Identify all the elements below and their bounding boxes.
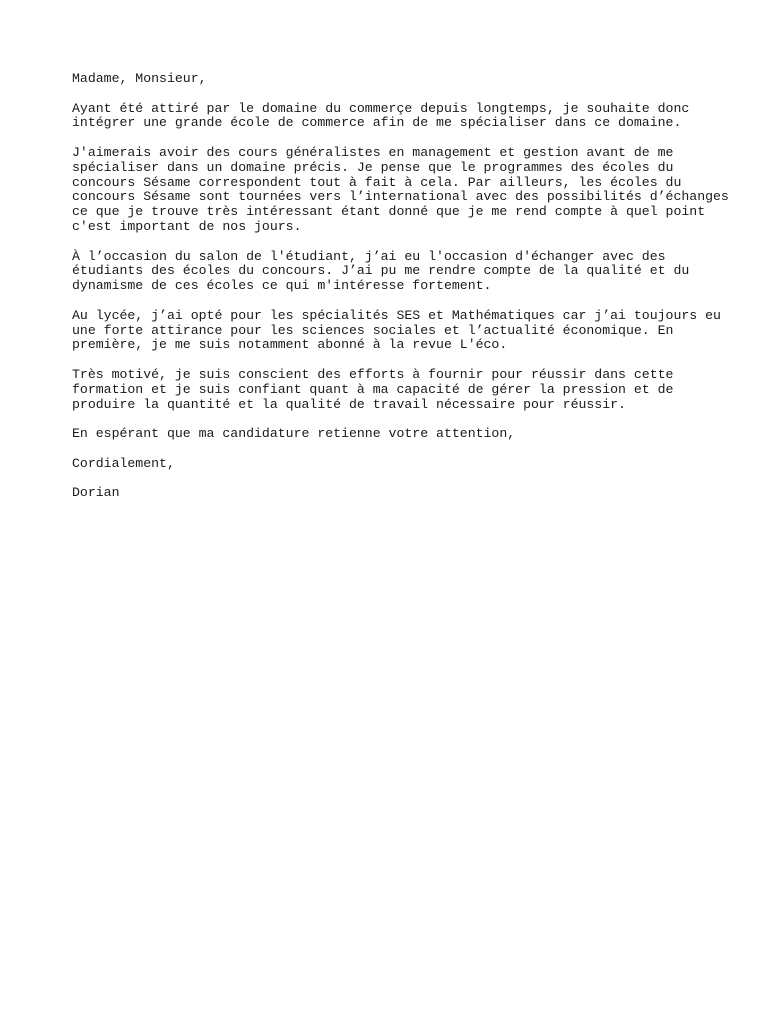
paragraph-motivation <box>72 102 712 132</box>
cover-letter <box>72 71 729 501</box>
greeting-line: Madame, Monsieur, <box>72 71 207 86</box>
text-line: dynamisme de ces écoles ce qui m'intéresse fortement. <box>72 278 492 294</box>
closing-hope-paragraph <box>72 427 712 442</box>
text-line: intégrer une grande école de commerce afin de me spécialiser dans ce domaine. <box>72 115 682 131</box>
text-line: À l’occasion du salon de l'étudiant, j’ai eu l'occasion d'échanger avec des <box>72 248 666 264</box>
closing-hope-line: En espérant que ma candidature retienne votre attention, <box>72 426 516 442</box>
signoff-line: Cordialement, <box>72 455 175 471</box>
paragraph-lycee <box>72 307 721 353</box>
text-line: J'aimerais avoir des cours généralistes en management et gestion avant de me <box>72 144 674 160</box>
text-line: Très motivé, je suis conscient des efforts à fournir pour réussir dans cette <box>72 366 674 382</box>
text-line: concours Sésame sont tournées vers l’international avec des possibilités d’échanges <box>72 189 729 205</box>
greeting-paragraph <box>72 72 712 87</box>
text-line: spécialiser dans un domaine précis. Je pense que le programmes des écoles du <box>72 159 674 175</box>
text-line: Ayant été attiré par le domaine du commerçe depuis longtemps, je souhaite donc <box>72 100 690 116</box>
text-line: concours Sésame correspondent tout à fait à cela. Par ailleurs, les écoles du <box>72 174 682 190</box>
signoff-paragraph <box>72 457 712 472</box>
paragraph-motivation-closing <box>72 368 712 412</box>
text-line: étudiants des écoles du concours. J’ai pu me rendre compte de la qualité et du <box>72 263 690 279</box>
text-line: Au lycée, j’ai opté pour les spécialités SES et Mathématiques car j’ai toujours eu <box>72 307 721 323</box>
paragraph-program <box>72 144 729 235</box>
text-line: première, je me suis notamment abonné à la revue L'éco. <box>72 337 508 353</box>
text-line: ce que je trouve très intéressant étant donné que je me rend compte à quel point <box>72 204 706 220</box>
paragraph-salon <box>72 250 712 294</box>
signature-paragraph <box>72 486 712 501</box>
text-line: une forte attirance pour les sciences sociales et l’actualité économique. En <box>72 322 674 338</box>
text-line: produire la quantité et la qualité de travail nécessaire pour réussir. <box>72 396 626 412</box>
text-line: c'est important de nos jours. <box>72 218 302 234</box>
text-line: formation et je suis confiant quant à ma capacité de gérer la pression et de <box>72 381 674 397</box>
signature-name: Dorian <box>72 485 120 501</box>
